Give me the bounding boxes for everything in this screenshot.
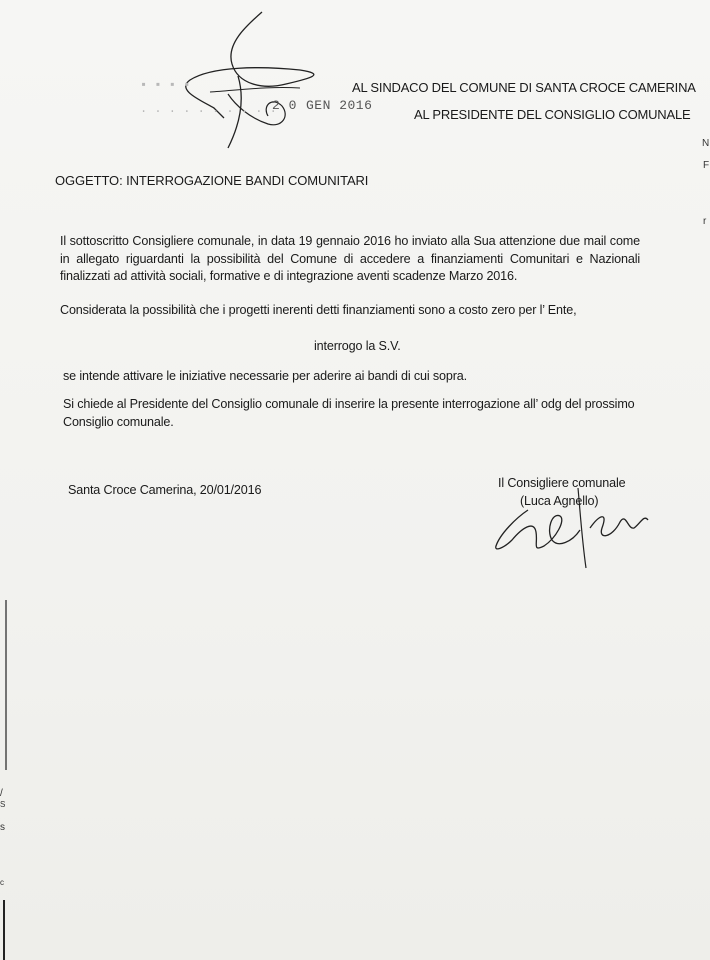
signature [496,510,580,549]
paragraph-interrogo: interrogo la S.V. [314,339,401,353]
paragraph-odg: Si chiede al Presidente del Consiglio comunale di inserire la presente interrogazione all’ odg del prossimo Consiglio comunale. [63,397,635,429]
paragraph-considerata: Considerata la possibilità che i progetti inerenti detti finanziamenti sono a costo zero per l’ Ente, [60,303,577,317]
faint-stamp-dots: . . . . . . . . . . [140,102,277,116]
edge-mark: F [703,160,710,171]
edge-mark: S [0,800,6,809]
faint-stamp-text: ▪ ▪ ▪ ▪ [140,78,191,92]
stamp-day: 2 0 [272,98,297,113]
subject-line: OGGETTO: INTERROGAZIONE BANDI COMUNITARI [55,173,369,188]
edge-mark: / [0,788,3,799]
recipient-council-president: AL PRESIDENTE DEL CONSIGLIO COMUNALE [414,107,691,122]
edge-mark: r [703,216,707,227]
signer-name: (Luca Agnello) [520,494,599,508]
edge-mark: N [702,138,710,149]
edge-mark: c [0,878,4,887]
place-date: Santa Croce Camerina, 20/01/2016 [68,483,262,497]
stamp-date: GEN 2016 [306,98,373,113]
recipient-mayor: AL SINDACO DEL COMUNE DI SANTA CROCE CAMERINA [352,80,696,95]
handwritten-mark [210,87,300,92]
paragraph-intro: Il sottoscritto Consigliere comunale, in data 19 gennaio 2016 ho inviato alla Sua attenzione due mail come in allegato riguardanti la possibilità del Comune di accedere a finanziamenti Comunitari e Nazionali finalizzati ad attività sociali, formative e di integrazione aventi scadenze Marzo 2016. [60,234,640,283]
edge-mark: s [0,822,5,833]
signer-title: Il Consigliere comunale [498,476,626,490]
signature [590,517,648,536]
paragraph-request: se intende attivare le iniziative necessarie per aderire ai bandi di cui sopra. [63,369,467,383]
